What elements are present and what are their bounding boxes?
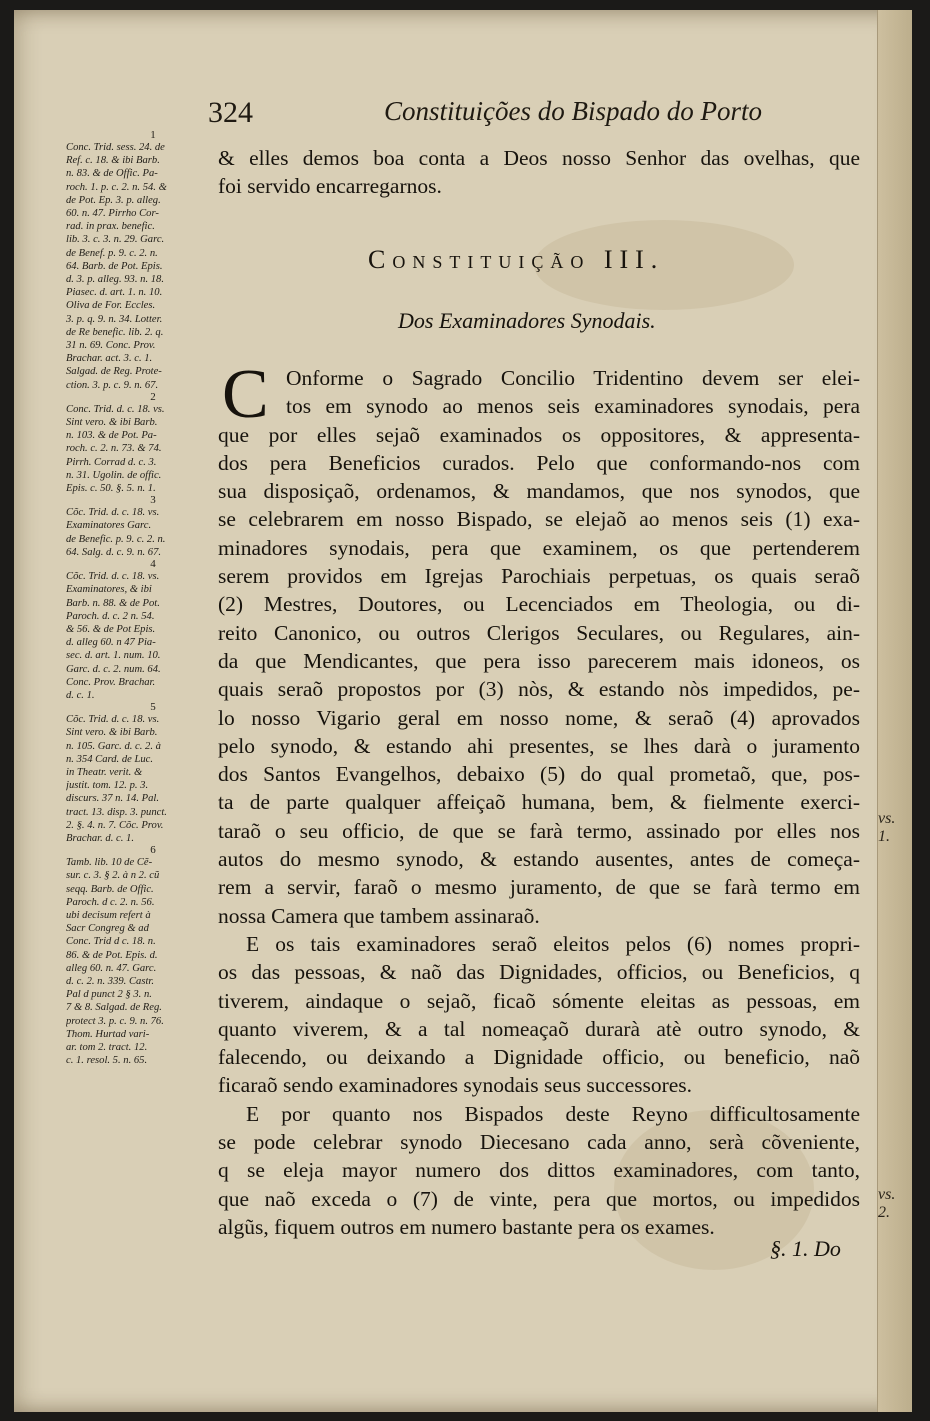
margin-note-line: Tamb. lib. 10 de Cẽ- (66, 857, 153, 869)
body-line: dos pera Beneficios curados. Pelo que conformando-nos com (218, 450, 860, 475)
body-line: E por quanto nos Bispados deste Reyno difficultosamente (246, 1101, 860, 1126)
margin-note-line: ar. tom 2. tract. 12. (66, 1042, 148, 1053)
margin-note-line: ction. 3. p. c. 9. n. 67. (66, 379, 159, 391)
body-line: que por elles sejaõ examinados os oppositores, & appresenta- (218, 422, 860, 447)
margin-note-line: sur. c. 3. § 2. à n 2. cũ (66, 870, 160, 882)
facing-page-edge (877, 10, 912, 1412)
margin-note-line: n. 105. Garc. d. c. 2. à (66, 740, 161, 752)
note-number: 6 (150, 844, 156, 857)
margin-note-line: de Re benefic. lib. 2. q. (66, 326, 164, 338)
margin-notes (66, 130, 222, 1067)
margin-note-line: Cõc. Trid. d. c. 18. vs. (66, 714, 160, 726)
margin-note-line: Piasec. d. art. 1. n. 10. (66, 287, 163, 299)
body-line: rem a servir, faraõ o mesmo juramento, de que se farà termo em (218, 875, 860, 900)
margin-note-line: Oliva de For. Eccles. (66, 300, 156, 312)
margin-note-line: Examinatores, & ibi (66, 584, 152, 596)
top-text (218, 144, 860, 200)
body-line: quanto viverem, & a tal nomeaçaõ durarà atè outro synodo, & (218, 1016, 860, 1041)
body-line: ficaraõ sendo examinadores synodais seus successores. (218, 1073, 693, 1098)
margin-note-line: tract. 13. disp. 3. punct. (66, 806, 167, 818)
margin-note-line: ubi decisum refert à (66, 909, 151, 921)
margin-note-line: roch. 1. p. c. 2. n. 54. & (66, 181, 167, 193)
margin-note-line: 60. n. 47. Pirrho Cor- (66, 208, 159, 220)
running-title: Constituições do Bispado do Porto (384, 96, 762, 126)
catchword: §. 1. Do (770, 1236, 841, 1261)
body-line: pelo synodo, & estando ahi presentes, se lhes darà o juramento (218, 733, 860, 758)
margin-note-line: Conc. Prov. Brachar. (66, 676, 156, 688)
note-number: 5 (150, 701, 156, 714)
margin-note-line: 64. Salg. d. c. 9. n. 67. (66, 546, 162, 558)
margin-note-line: Sint vero. & ibi Barb. (66, 417, 158, 429)
note-number: 3 (150, 494, 156, 507)
margin-note-line: 31 n. 69. Conc. Prov. (66, 340, 156, 352)
body-line: ta de parte qualquer affeiçaõ humana, bem, & fielmente exerci- (218, 790, 860, 815)
chapter-subtitle: Dos Examinadores Synodais. (398, 308, 656, 333)
body-line: minadores synodais, pera que examinem, os que pertenderem (218, 535, 860, 560)
note-number: 2 (150, 390, 156, 403)
body-line: nossa Camera que tambem assinaraõ. (218, 903, 540, 928)
margin-note-line: 86. & de Pot. Epis. d. (66, 949, 158, 961)
body-line: sua disposiçaõ, ordenamos, & mandamos, que nos synodos, que (218, 479, 860, 504)
body-line: que naõ exceda o (7) de vinte, pera que mortos, ou impedidos (218, 1186, 860, 1211)
text-line: & elles demos boa conta a Deos nosso Senhor das ovelhas, que (218, 146, 860, 170)
margin-note-line: Thom. Hurtad vari- (66, 1028, 150, 1040)
margin-note-line: Ref. c. 18. & ibi Barb. (66, 155, 160, 167)
margin-note-line: Paroch. d. c. 2 n. 54. (66, 610, 155, 622)
body-line: quais seraõ propostos por (3) nòs, & estando nòs impedidos, pe- (218, 677, 860, 702)
margin-note-line: Garc. d. c. 2. num. 64. (66, 663, 161, 675)
note-number: 1 (150, 129, 156, 141)
body-line: os das pessoas, & naõ das Dignidades, officios, ou Beneficios, q (218, 960, 860, 985)
margin-note-line: d. alleg 60. n 47 Pia- (66, 637, 156, 649)
body-line: taraõ o seu officio, de que se farà termo, assinado por elles nos (218, 818, 860, 843)
drop-cap: C (222, 356, 269, 433)
margin-note-line: 2. §. 4. n. 7. Cõc. Prov. (66, 819, 164, 831)
margin-note-line: Barb. n. 88. & de Pot. (66, 597, 160, 609)
margin-note-line: & 56. & de Pot Epis. (66, 623, 156, 635)
body-line: se pode celebrar synodo Diecesano cada anno, serà cõveniente, (218, 1130, 860, 1155)
margin-note-line: Cõc. Trid. d. c. 18. vs. (66, 507, 160, 519)
margin-note-line: de Benef. p. 9. c. 2. n. (66, 247, 158, 259)
margin-note-line: Pal d punct 2 § 3. n. (66, 989, 152, 1001)
body-line: algũs, fiquem outros em numero bastante pera os exames. (218, 1214, 715, 1239)
margin-note-line: 64. Barb. de Pot. Epis. (66, 260, 163, 272)
body-text (218, 364, 860, 1241)
margin-note-line: lib. 3. c. 3. n. 29. Garc. (66, 234, 165, 246)
body-line: falecendo, ou deixando a Dignidade officio, ou beneficio, naõ (218, 1045, 860, 1070)
page-number: 324 (208, 96, 253, 129)
margin-note-line: Paroch. d c. 2. n. 56. (66, 896, 155, 908)
body-line: dos Santos Evangelhos, debaixo (5) do qual prometaõ, que, pos- (218, 762, 860, 787)
margin-note-line: d. c. 1. (66, 689, 95, 701)
margin-note-line: justit. tom. 12. p. 3. (66, 780, 149, 792)
margin-note-line: Sint vero. & ibi Barb. (66, 727, 158, 739)
body-line: da que Mendicantes, que pera isso parecerem mais idoneos, os (218, 648, 860, 673)
text-line: foi servido encarregarnos. (218, 174, 442, 199)
body-line: reito Canonico, ou outros Clerigos Seculares, ou Regulares, ain- (218, 620, 860, 645)
margin-note-line: protect 3. p. c. 9. n. 76. (66, 1015, 164, 1027)
margin-note-line: n. 83. & de Offic. Pa- (66, 168, 158, 180)
margin-note-line: roch. c. 2. n. 73. & 74. (66, 443, 162, 455)
body-line: E os tais examinadores seraõ eleitos pelos (6) nomes propri- (246, 931, 860, 956)
margin-note-line: d. 3. p. alleg. 93. n. 18. (66, 274, 164, 286)
margin-note-line: 7 & 8. Salgad. de Reg. (66, 1002, 162, 1014)
margin-note-line: n. 31. Ugolin. de offic. (66, 469, 162, 481)
body-line: q se eleja mayor numero dos dittos examinadores, com tanto, (218, 1158, 860, 1183)
body-line: se celebrarem em nosso Bispado, se elejaõ ao menos seis (1) exa- (218, 507, 860, 532)
margin-note-line: de Benefic. p. 9. c. 2. n. (66, 533, 166, 545)
margin-note-line: Brachar. act. 3. c. 1. (66, 353, 153, 365)
edge-note: vs. 2. (878, 1186, 896, 1221)
margin-note-line: d. c. 2. n. 339. Castr. (66, 975, 154, 987)
body-line: Onforme o Sagrado Concilio Tridentino devem ser elei- (286, 366, 860, 390)
margin-note-line: discurs. 37 n. 14. Pal. (66, 793, 159, 805)
margin-note-line: Examinatores Garc. (66, 520, 152, 532)
margin-note-line: Salgad. de Reg. Prote- (66, 366, 162, 378)
margin-note-line: Conc. Trid d c. 18. n. (66, 936, 156, 948)
margin-note-line: Pirrh. Corrad d. c. 3. (66, 456, 157, 468)
margin-note-line: Epis. c. 50. §. 5. n. 1. (66, 483, 156, 495)
margin-note-line: in Theatr. verit. & (66, 766, 143, 778)
margin-note-line: alleg 60. n. 47. Garc. (66, 962, 157, 974)
body-line: serem providos em Igrejas Parochiais perpetuas, os quais seraõ (218, 564, 860, 589)
margin-note-line: Sacr Congreg & ad (66, 923, 149, 935)
margin-note-line: 3. p. q. 9. n. 34. Lotter. (66, 313, 163, 325)
margin-note-line: c. 1. resol. 5. n. 65. (66, 1055, 148, 1067)
margin-note-line: n. 103. & de Pot. Pa- (66, 430, 157, 442)
note-number: 4 (150, 558, 156, 571)
margin-note-line: Conc. Trid. d. c. 18. vs. (66, 403, 165, 415)
margin-note-line: seqq. Barb. de Offic. (66, 883, 154, 895)
body-line: lo nosso Vigario geral em nosso nome, & seraõ (4) aprovados (218, 705, 860, 730)
margin-note-line: sec. d. art. 1. num. 10. (66, 650, 161, 662)
body-line: tiverem, aindaque o sejaõ, ficaõ sómente eleitas as pessoas, em (218, 988, 860, 1013)
body-line: autos do mesmo synodo, & estando ausentes, antes de começa- (218, 847, 860, 872)
margin-note-line: Cõc. Trid. d. c. 18. vs. (66, 571, 160, 583)
margin-note-line: de Pot. Ep. 3. p. alleg. (66, 194, 161, 206)
edge-note: vs. 1. (878, 810, 896, 845)
margin-note-line: rad. in prax. benefic. (66, 221, 155, 233)
margin-note-line: Brachar. d. c. 1. (66, 832, 134, 844)
margin-note-line: Conc. Trid. sess. 24. de (66, 142, 165, 153)
chapter-title: Constituição III. (368, 245, 665, 274)
margin-note-line: n. 354 Card. de Luc. (66, 753, 154, 765)
body-line: (2) Mestres, Doutores, ou Lecenciados em Theologia, ou di- (218, 592, 860, 617)
body-line: tos em synodo ao menos seis examinadores synodais, pera (286, 394, 860, 419)
